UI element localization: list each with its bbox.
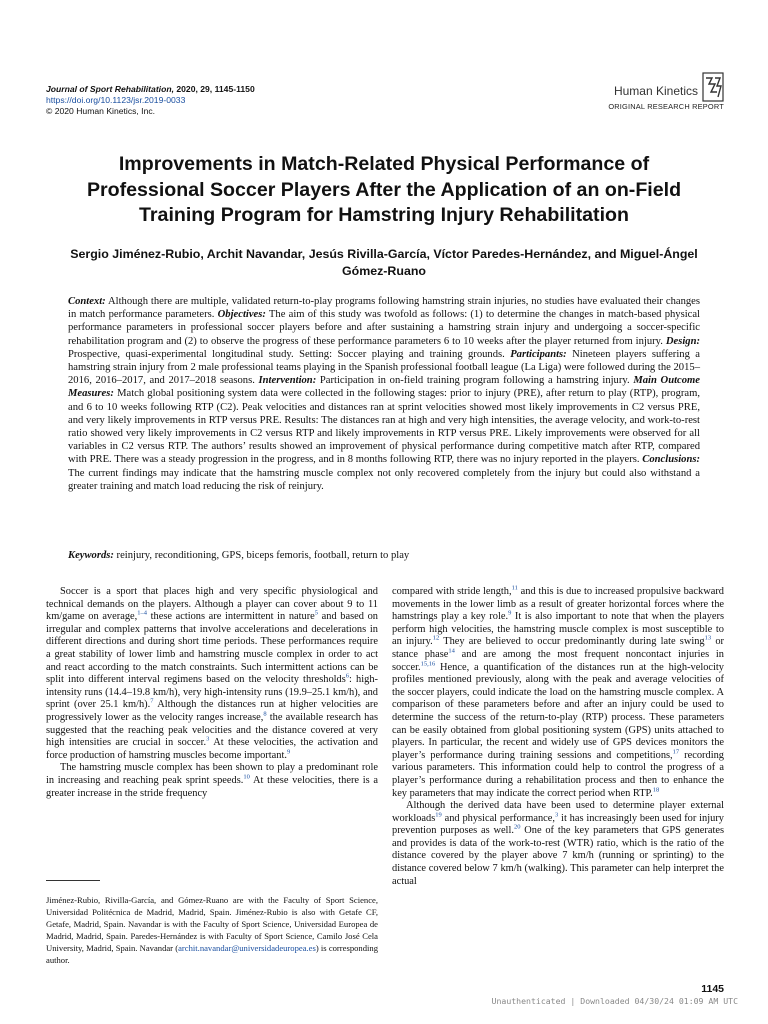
text-run: and based on irregular and complex patterns that involve accelerations and decelerations in different directions and during short time periods. These performances require a great stability of lower limb and hamstring muscle complex in order to act and react according to the match constraints. Such intermittent actions can be split into different interval regimens based on the velocity thresholds (46, 611, 378, 686)
copyright: © 2020 Human Kinetics, Inc. (46, 106, 156, 116)
abstract-intervention: Participation in on-field training program following a hamstring injury. (316, 375, 634, 387)
publisher-name: Human Kinetics (613, 84, 698, 98)
text-run: Although the distances run at higher velocities are progressively lower as the velocity ranges increase, (46, 699, 378, 723)
page-number: 1145 (701, 983, 724, 995)
corresponding-email-link[interactable]: archit.navandar@universidadeuropea.es (178, 943, 316, 953)
publisher-block (608, 72, 724, 111)
journal-citation (46, 84, 255, 95)
text-run: Hence, a quantification of the distances run at the high-velocity profiles mentioned previously, along with the peak and average velocities of the soccer players, could indicate the load on the hamstring muscle complex. A comparison of these parameters before and after an injury could be used to determine the success of the return-to-play (RTP) process. These parameters can be easily obtained from global positioning system (GPS) units attached to players. In particular, the recent and widely use of GPS devices monitors the player’s performance during training sessions and competitions, (392, 661, 724, 761)
text-run: or stance phase (392, 636, 724, 660)
text-run: Soccer is a sport that places high and very specific physiological and technical demands on the players. Although a player can cover about 9 to 11 km/game on average, (46, 586, 378, 623)
text-run: It is also important to note that when the players perform high velocities, the hamstring muscle complex is most susceptible to an injury. (392, 611, 724, 648)
journal-header (46, 84, 255, 117)
text-run: recording various parameters. This information could help to control the progress of a player’s performance during a rehabilitation process and then to enhance the key parameters that may indicate the correct period when RTP. (392, 749, 724, 799)
abstract-intervention-label: Intervention: (258, 375, 317, 387)
abstract-conclusions: The current findings may indicate that the hamstring muscle complex not only recovered completely from the injury but could also withstand a greater training and match load reducing the risk of reinjury. (68, 467, 700, 492)
abstract-objectives-label: Objectives: (217, 309, 266, 321)
body-column-left (46, 586, 378, 800)
text-run: and physical performance, (441, 812, 555, 824)
abstract-outcome: Match global positioning system data were collected in the following stages: prior to injury (PRE), after return to play (RTP), program, and 6 to 10 weeks following RTP (C2). Peak velocities and distances ran at sprint velocities showed most likely improvements in C2 versus PRE, and very likely improvements in RTP versus PRE. Results: The distances ran at high and very high intensities, the average velocity, and work-to-rest ratio showed very likely improvements in C2 versus RTP and likely improvements in RTP versus PRE. Likely improvements were observed for all variables in C2 versus RTP. The authors’ results showed an improvement of physical performance during competitive match after RTP, compared with PRE. There was a steady progression in the progress, and in 8 months following RTP, there was no injury reported in the players. (68, 388, 700, 466)
abstract-outcome-label: Main Outcome Measures: (68, 375, 700, 400)
citation-ref[interactable]: 9 (508, 609, 512, 617)
citation-ref[interactable]: 19 (435, 811, 442, 819)
text-run: Although the derived data have been used to determine player external workloads (392, 800, 724, 824)
text-run: and this is due to increased propulsive backward movements in the lower limb as a result of greater horizontal forces where the hamstrings play a key role. (392, 586, 724, 623)
paragraph (392, 586, 724, 800)
keywords (68, 550, 700, 561)
citation-ref[interactable]: 9 (286, 748, 291, 756)
citation-ref[interactable]: 3 (554, 811, 559, 819)
citation-ref[interactable]: 18 (652, 786, 660, 794)
abstract-participants-label: Participants: (510, 348, 567, 360)
human-kinetics-logo-icon (702, 72, 724, 102)
abstract-design-label: Design: (665, 335, 700, 347)
citation-ref[interactable]: 20 (513, 823, 521, 831)
abstract-participants: Nineteen players suffering a hamstring strain injury from 2 male professional teams playing in the Spanish professional football league (La Liga) were followed during the 2015–2016, 2016–2017, and 2017–2018 seasons. (68, 348, 700, 387)
citation-ref[interactable]: 11 (511, 584, 518, 592)
citation-ref[interactable]: 8 (263, 710, 267, 718)
text-run: compared with stride length, (392, 586, 512, 597)
paragraph (46, 586, 378, 762)
abstract (68, 295, 700, 493)
text-run: One of the key parameters that GPS generates and provides is data of the work-to-rest (WTR) ratio, which is the ratio of the distance covered by the player above 7 km/h (running or sprinting) to the distance covered below 7 km/h (walking). This parameter can help interpret the actual (392, 825, 724, 887)
citation-ref[interactable]: 7 (150, 697, 154, 705)
text-run: They are believed to occur predominantly during late swing (439, 636, 705, 648)
affiliation-footnote (46, 894, 378, 966)
keywords-text: reinjury, reconditioning, GPS, biceps femoris, football, return to play (113, 550, 410, 561)
citation-ref[interactable]: 12 (432, 634, 440, 642)
doi-link[interactable]: https://doi.org/10.1123/jsr.2019-0033 (46, 95, 186, 105)
citation-ref[interactable]: 15,16 (420, 660, 436, 668)
citation-ref[interactable]: 13 (704, 634, 712, 642)
citation-ref[interactable]: 5 (314, 609, 319, 617)
citation-ref[interactable]: 1–4 (137, 609, 147, 617)
footnote-text: Jiménez-Rubio, Rivilla-García, and Gómez-Ruano are with the Faculty of Sport Science, Universidad Politécnica de Madrid, Madrid, Spain. Jiménez-Rubio is also with Getafe CF, Getafe, Madrid, Spain. Navandar is with the Faculty of Sport Science, Universidad Europea de Madrid, Madrid, Spain. Paredes-Hernández is with Faculty of Sport Science, Camilo José Cela University, Madrid, Spain. Navandar ( (46, 895, 378, 953)
text-run: it has increasingly been used for injury prevention purposes as well. (392, 812, 724, 837)
text-run: At these velocities, there is a greater increase in the stride frequency (46, 774, 378, 799)
citation-ref[interactable]: 6 (345, 672, 350, 680)
text-run: : high-intensity runs (14.4–19.8 km/h), very high-intensity runs (19.9–25.1 km/h), and sprint (over 25.1 km/h). (46, 674, 378, 711)
footnote-divider (46, 880, 100, 881)
citation-ref[interactable]: 14 (448, 647, 455, 655)
paragraph (392, 800, 724, 888)
citation-ref[interactable]: 17 (672, 748, 680, 756)
body-column-right (392, 586, 724, 888)
abstract-design: Prospective, quasi-experimental longitudinal study. Setting: Soccer playing and training grounds. (68, 348, 511, 360)
keywords-label: Keywords: (68, 550, 114, 561)
abstract-context: Although there are multiple, validated return-to-play programs following hamstring strain injuries, no studies have evaluated their changes in match performance parameters. (68, 296, 700, 321)
article-title: Improvements in Match-Related Physical Performance of Professional Soccer Players After the Application of an on-Field Training Program for Hamstring Injury Rehabilitation (86, 153, 682, 226)
abstract-context-label: Context: (68, 296, 106, 307)
paragraph (46, 762, 378, 800)
download-note: Unauthenticated | Downloaded 04/30/24 01:09 AM UTC (491, 996, 738, 1006)
abstract-conclusions-label: Conclusions: (642, 454, 700, 466)
journal-name: Journal of Sport Rehabilitation, (46, 84, 174, 94)
citation-ref[interactable]: 3 (206, 735, 210, 743)
text-run: and are among the most frequent noncontact injuries in soccer. (392, 648, 724, 673)
text-run: The hamstring muscle complex has been shown to play a predominant role in increasing and reaching peak sprint speeds. (46, 762, 378, 786)
report-type: ORIGINAL RESEARCH REPORT (608, 102, 724, 111)
citation-ref[interactable]: 10 (243, 773, 250, 781)
journal-details: 2020, 29, 1145-1150 (176, 84, 255, 94)
text-run: At these velocities, the activation and force production of hamstring muscles become important. (46, 737, 378, 761)
footnote-tail: ) is corresponding author. (46, 943, 378, 965)
text-run: the available research has suggested that the reaching peak velocities and the distance covered at very high intensities are crucial in soccer. (46, 711, 378, 749)
abstract-objectives: The aim of this study was twofold as follows: (1) to determine the changes in match-based physical performance parameters in professional soccer players before and after sustaining a hamstring strain injury and undergoing a soccer-specific rehabilitation program and (2) to observe the progress of these performance parameters 6 to 10 weeks after the player returned from injury. (68, 309, 700, 347)
text-run: these actions are intermittent in nature (146, 611, 315, 623)
article-authors: Sergio Jiménez-Rubio, Archit Navandar, Jesús Rivilla-García, Víctor Paredes-Hernández, and Miguel-Ángel Gómez-Ruano (70, 247, 698, 278)
